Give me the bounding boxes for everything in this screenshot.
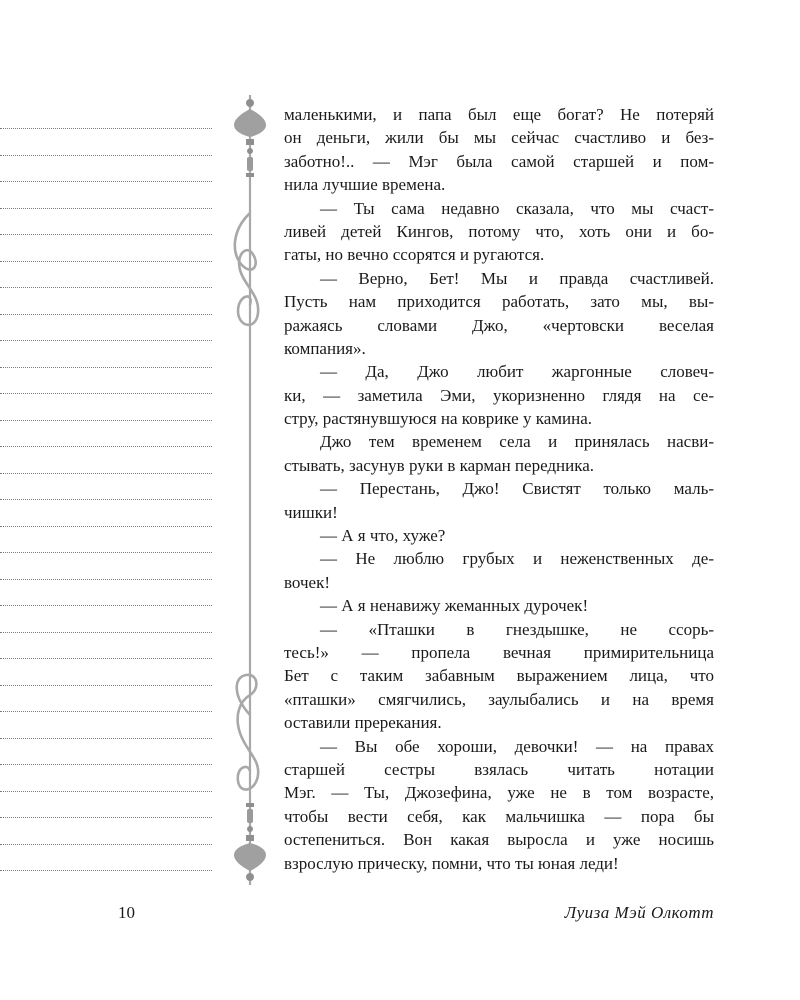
text-line: Бет с таким забавным выражением лица, что [284,666,714,686]
note-line [0,870,212,871]
note-line [0,526,212,527]
text-line: остепениться. Вон какая выросла и уже носишь [284,830,714,850]
note-line [0,552,212,553]
text-line: — Ты сама недавно сказала, что мы счаст- [320,198,714,218]
text-line: оставили пререкания. [284,713,442,733]
lower-flourish-icon [237,675,258,790]
note-line [0,128,212,129]
text-line: — Перестань, Джо! Свистят только маль- [320,479,714,499]
text-line: ки, — заметила Эми, укоризненно глядя на се- [284,385,714,405]
text-line: чтобы вести себя, как мальчишка — пора бы [284,806,714,826]
text-line: Пусть нам приходится работать, зато мы, вы- [284,292,714,312]
text-line: — А я что, хуже? [320,526,446,546]
text-line: тесь!» — пропела вечная примирительница [284,642,714,662]
note-line [0,181,212,182]
text-line: — А я ненавижу жеманных дурочек! [320,596,589,616]
note-line [0,605,212,606]
body-text [284,103,714,875]
note-line [0,685,212,686]
note-line [0,473,212,474]
note-line [0,791,212,792]
text-line: стывать, засунув руки в карман передника. [284,455,595,475]
notes-ruled-area [0,0,215,1000]
note-line [0,764,212,765]
text-line: маленькими, и папа был еще богат? Не потеряй [284,105,714,124]
ornamental-divider [220,95,280,895]
text-line: — Вы обе хороши, девочки! — на правах [320,736,714,756]
note-line [0,340,212,341]
text-line: «пташки» смягчились, заулыбались и на время [284,689,714,709]
text-line: заботно!.. — Мэг была самой старшей и пом- [284,151,714,171]
text-line: старшей сестры взялась читать нотации [284,759,714,779]
note-line [0,367,212,368]
text-line: вочек! [284,572,330,592]
note-line [0,844,212,845]
note-line [0,446,212,447]
note-line [0,208,212,209]
page-number: 10 [118,903,135,922]
note-line [0,711,212,712]
text-line: чишки! [284,502,338,522]
text-line: — Верно, Бет! Мы и правда счастливей. [320,268,714,288]
note-line [0,632,212,633]
text-line: стру, растянувшуюся на коврике у камина. [284,409,592,429]
text-line: Джо тем временем села и принялась насви- [320,432,714,452]
note-line [0,234,212,235]
text-line: ливей детей Кингов, потому что, хоть они и бо- [284,221,714,241]
text-line: — Да, Джо любит жаргонные словеч- [320,362,714,382]
note-line [0,261,212,262]
note-line [0,287,212,288]
text-line: он деньги, жили бы мы сейчас счастливо и без- [284,128,714,148]
text-line: компания». [284,338,366,358]
text-line: ражаясь словами Джо, «чертовски веселая [284,315,714,335]
upper-flourish-icon [235,213,258,325]
text-line: нила лучшие времена. [284,175,446,195]
text-line: — Не люблю грубых и неженственных де- [320,549,714,569]
text-line: взрослую прическу, помни, что ты юная леди! [284,853,619,873]
note-line [0,817,212,818]
note-line [0,499,212,500]
note-line [0,579,212,580]
note-line [0,658,212,659]
note-line [0,420,212,421]
text-line: — «Пташки в гнездышке, не ссорь- [320,619,714,639]
text-line: гаты, но вечно ссорятся и ругаются. [284,245,545,265]
running-footer-author: Луиза Мэй Олкотт [564,903,714,922]
note-line [0,738,212,739]
text-line: Мэг. — Ты, Джозефина, уже не в том возрасте, [284,783,714,803]
note-line [0,393,212,394]
note-line [0,155,212,156]
note-line [0,314,212,315]
